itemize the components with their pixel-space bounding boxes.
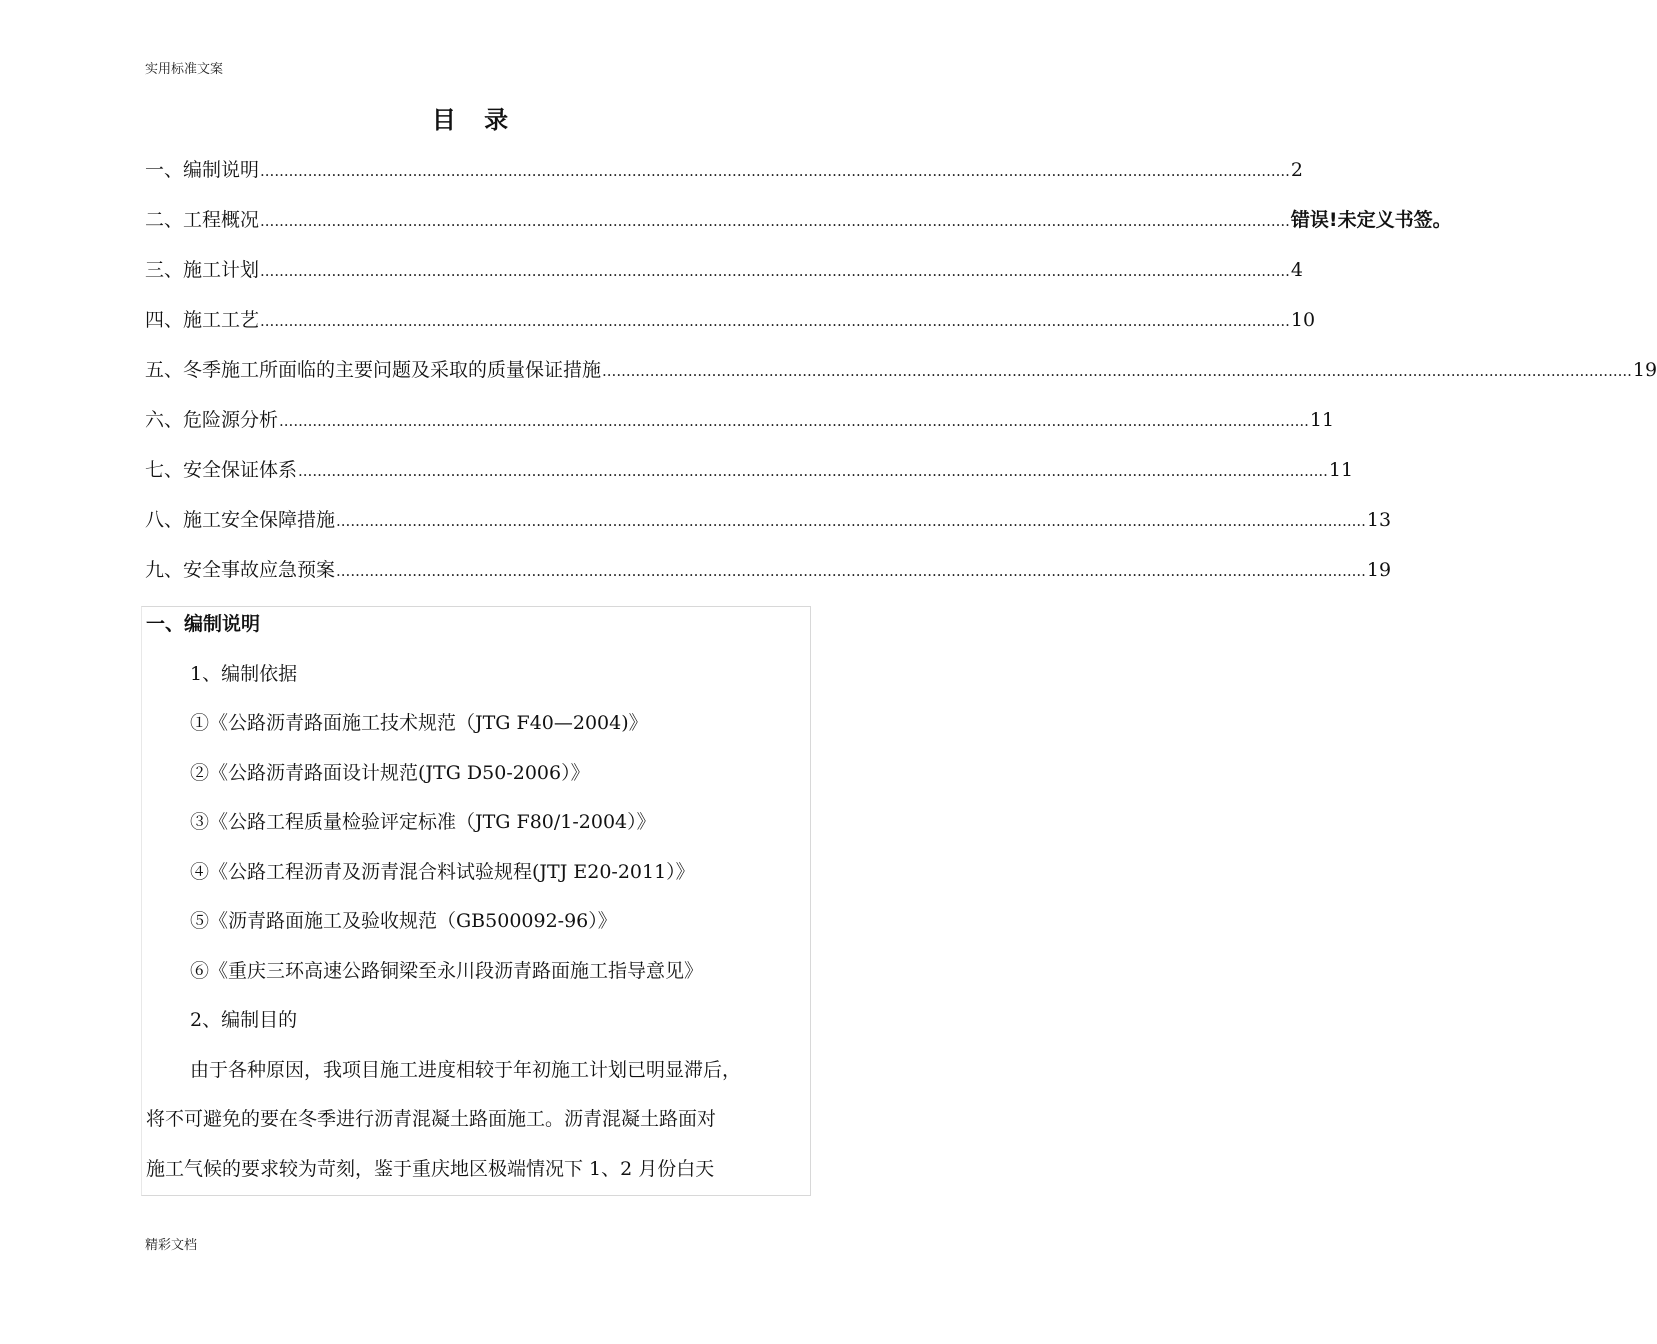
section-heading: 一、编制说明 (146, 613, 261, 635)
toc-entry[interactable] (145, 455, 1354, 505)
toc-entry-page: 13 (1366, 509, 1392, 531)
toc-entry-label: 九、安全事故应急预案 (145, 559, 336, 581)
toc-leader-dots: ........................................................................................................................................................................................................................ (260, 162, 1290, 180)
reference-item: ②《公路沥青路面设计规范(JTG D50-2006）》 (190, 762, 590, 784)
subsection-heading: 2、编制目的 (190, 1009, 298, 1031)
toc-entry-label: 五、冬季施工所面临的主要问题及采取的质量保证措施 (145, 359, 602, 381)
reference-item: ③《公路工程质量检验评定标准（JTG F80/1-2004）》 (190, 811, 656, 833)
toc-leader-dots: ........................................................................................................................................................................................................................ (260, 312, 1290, 330)
toc-entry-page: 19 (1366, 559, 1392, 581)
toc-leader-dots: ........................................................................................................................................................................................................................ (336, 512, 1366, 530)
toc-leader-dots: ........................................................................................................................................................................................................................ (279, 412, 1309, 430)
toc-entry[interactable] (145, 305, 1316, 355)
toc-entry-label: 六、危险源分析 (145, 409, 279, 431)
toc-entry-page: 19 (1632, 359, 1657, 381)
toc-entry[interactable] (145, 205, 1452, 255)
toc-entry-label: 三、施工计划 (145, 259, 260, 281)
toc-entry[interactable] (145, 505, 1392, 555)
toc-leader-dots: ........................................................................................................................................................................................................................ (336, 562, 1366, 580)
toc-entry[interactable] (145, 155, 1304, 205)
section-compilation-notes (141, 606, 811, 1196)
toc-title: 目 录 (431, 105, 519, 134)
subsection-heading: 1、编制依据 (190, 663, 298, 685)
paragraph-line: 施工气候的要求较为苛刻，鉴于重庆地区极端情况下 1、2 月份白天 (146, 1158, 715, 1180)
toc-leader-dots: ........................................................................................................................................................................................................................ (260, 212, 1290, 230)
toc-entry-label: 八、施工安全保障措施 (145, 509, 336, 531)
toc-entry-page: 11 (1328, 459, 1354, 481)
toc-entry-label: 七、安全保证体系 (145, 459, 298, 481)
toc-leader-dots: ........................................................................................................................................................................................................................ (298, 462, 1328, 480)
page-header: 实用标准文案 (145, 62, 224, 77)
table-of-contents (145, 155, 1657, 605)
paragraph-line: 将不可避免的要在冬季进行沥青混凝土路面施工。沥青混凝土路面对 (146, 1108, 717, 1130)
toc-leader-dots: ........................................................................................................................................................................................................................ (602, 362, 1632, 380)
toc-entry-label: 一、编制说明 (145, 159, 260, 181)
toc-entry-page: 10 (1290, 309, 1316, 331)
reference-item: ⑤《沥青路面施工及验收规范（GB500092-96）》 (190, 910, 617, 932)
toc-entry[interactable] (145, 555, 1392, 605)
toc-entry[interactable] (145, 355, 1657, 405)
reference-item: ④《公路工程沥青及沥青混合料试验规程(JTJ E20-2011）》 (190, 861, 695, 883)
toc-entry[interactable] (145, 405, 1335, 455)
reference-item: ①《公路沥青路面施工技术规范（JTG F40—2004)》 (190, 712, 648, 734)
toc-entry-page: 错误!未定义书签。 (1290, 209, 1452, 231)
toc-entry[interactable] (145, 255, 1304, 305)
toc-entry-page: 2 (1290, 159, 1304, 181)
toc-entry-label: 二、工程概况 (145, 209, 260, 231)
toc-entry-page: 4 (1290, 259, 1304, 281)
toc-leader-dots: ........................................................................................................................................................................................................................ (260, 262, 1290, 280)
toc-entry-label: 四、施工工艺 (145, 309, 260, 331)
page-footer: 精彩文档 (145, 1238, 198, 1253)
toc-entry-page: 11 (1309, 409, 1335, 431)
paragraph-line: 由于各种原因，我项目施工进度相较于年初施工计划已明显滞后， (190, 1059, 742, 1081)
reference-item: ⑥《重庆三环高速公路铜梁至永川段沥青路面施工指导意见》 (190, 960, 704, 982)
